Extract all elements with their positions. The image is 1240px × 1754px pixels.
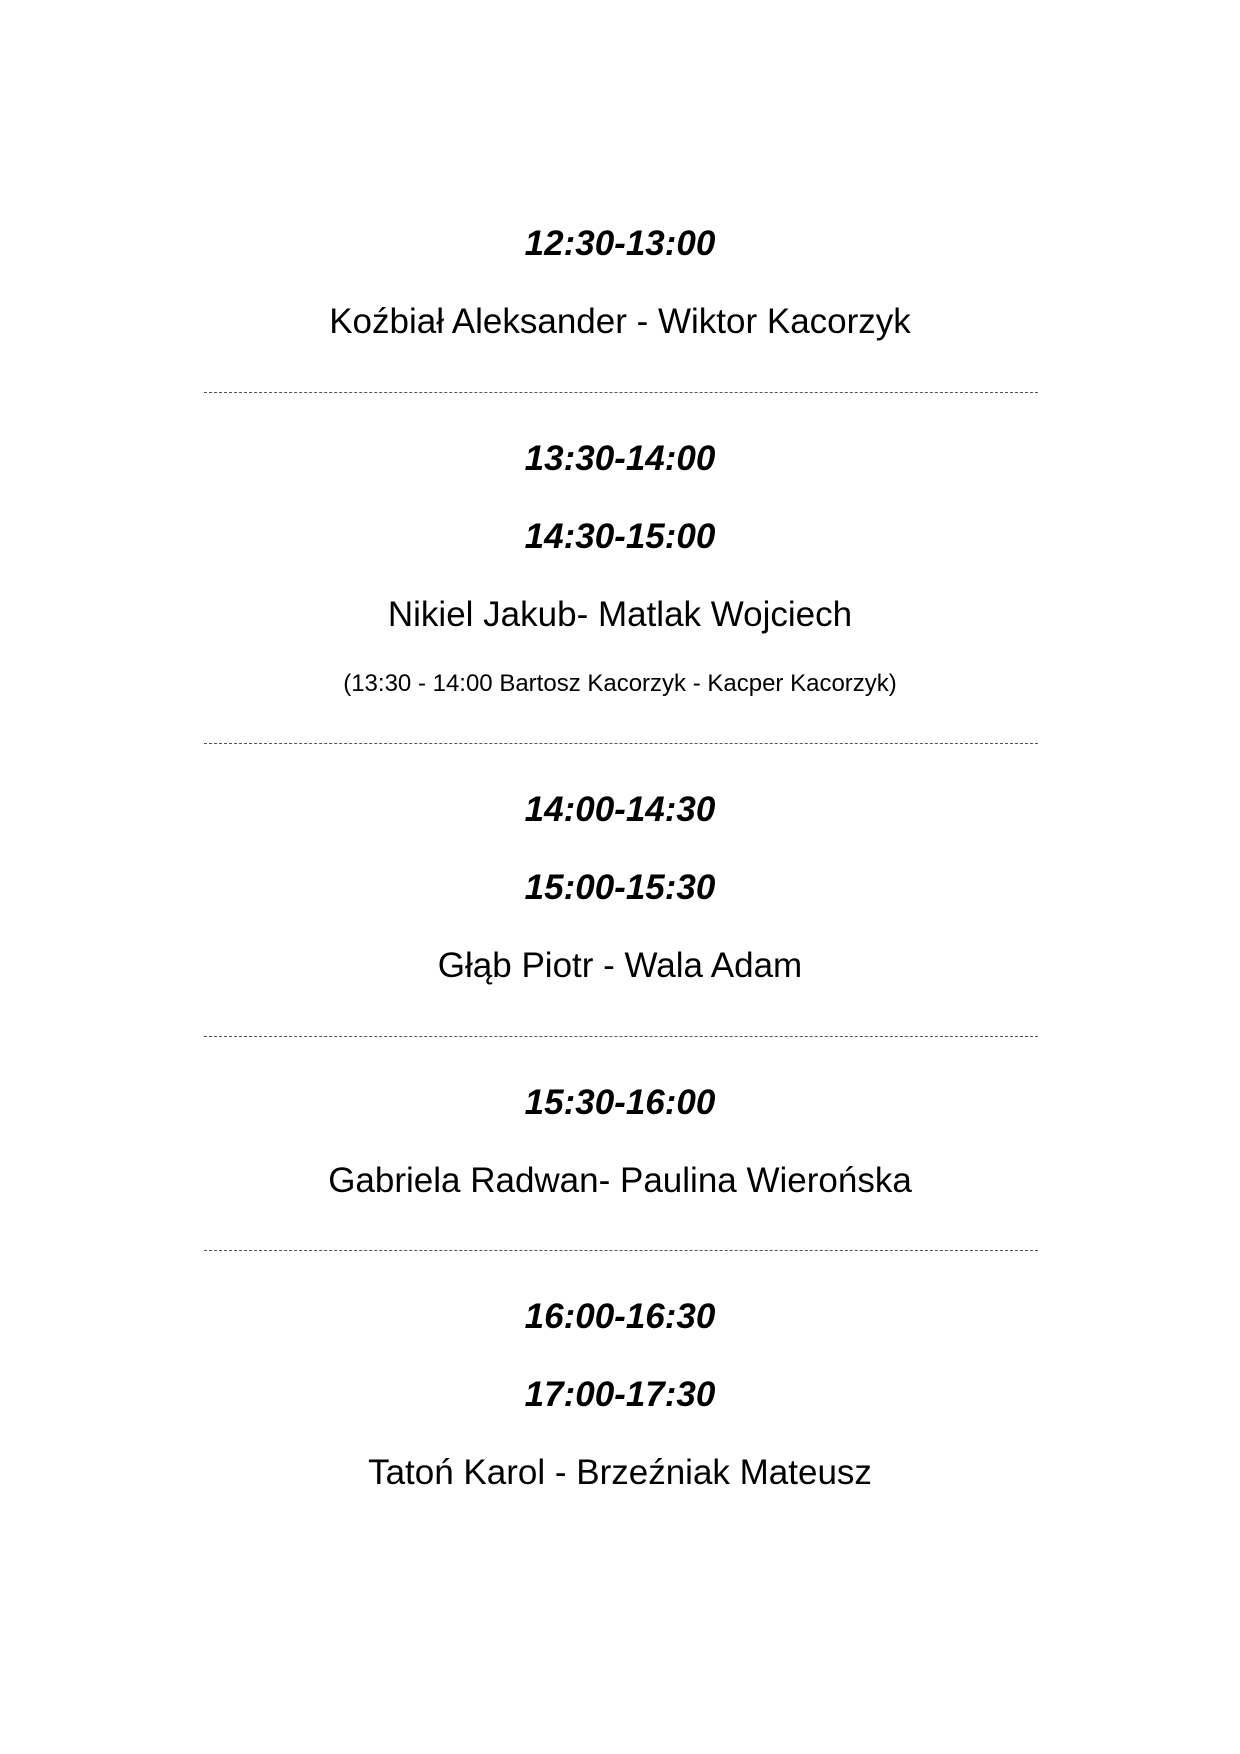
time-slot: 14:30-15:00 <box>524 517 716 556</box>
schedule-note: (13:30 - 14:00 Bartosz Kacorzyk - Kacper Kacorzyk) <box>343 670 897 697</box>
pair-names: Gabriela Radwan- Paulina Wierońska <box>328 1161 912 1200</box>
pair-names: Koźbiał Aleksander - Wiktor Kacorzyk <box>329 302 911 341</box>
time-slot: 13:30-14:00 <box>524 439 716 478</box>
time-slot: 17:00-17:30 <box>524 1375 716 1414</box>
time-slot: 14:00-14:30 <box>524 790 716 829</box>
time-slot: 15:30-16:00 <box>524 1083 716 1122</box>
time-slot: 15:00-15:30 <box>524 868 716 907</box>
separator-line <box>204 392 1038 393</box>
time-slot: 12:30-13:00 <box>524 224 716 263</box>
pair-names: Nikiel Jakub- Matlak Wojciech <box>387 595 853 634</box>
separator-line <box>204 743 1038 744</box>
time-slot: 16:00-16:30 <box>524 1297 716 1336</box>
pair-names: Tatoń Karol - Brzeźniak Mateusz <box>368 1453 872 1492</box>
separator-line <box>204 1250 1038 1251</box>
separator-line <box>204 1036 1038 1037</box>
pair-names: Głąb Piotr - Wala Adam <box>437 946 803 985</box>
